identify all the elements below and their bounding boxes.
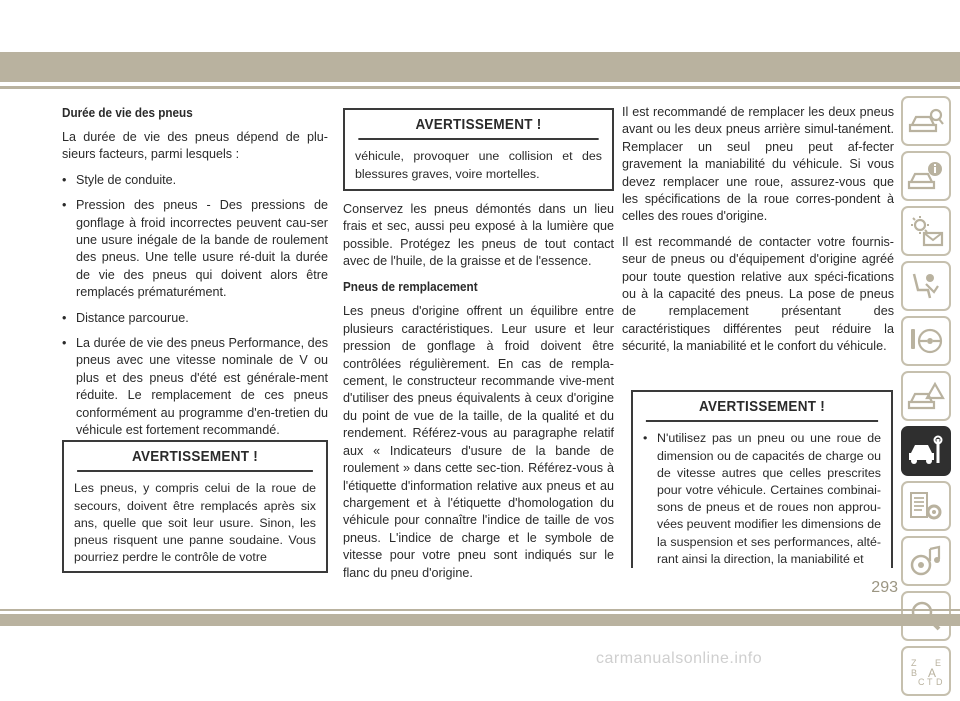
list-item: • N'utilisez pas un pneu ou une roue de dimension ou de capacités de charge ou de vitesse autres que celles prescrites pour votre véhicule. Certaines combinai-sons de pneus et de roues non approu-vées peuvent modifier les dimensions de la suspension et ses performances, alté-rant ainsi la direction, la maniabilité et — [643, 430, 881, 568]
page-number: 293 — [871, 579, 898, 596]
warning-box-continued — [343, 108, 614, 191]
tire-life-intro: La durée de vie des pneus dépend de plu-sieurs facteurs, parmi lesquels : — [62, 130, 328, 162]
list-item: • Style de conduite. — [62, 172, 328, 189]
svg-text:A: A — [928, 666, 937, 680]
header-band — [0, 52, 960, 82]
svg-text:B: B — [911, 668, 918, 678]
warning-light-message-icon[interactable] — [901, 206, 951, 256]
svg-text:E: E — [935, 658, 942, 668]
footer-rule — [0, 609, 960, 611]
svg-text:Z: Z — [911, 658, 917, 668]
watermark: carmanualsonline.info — [596, 650, 763, 667]
multimedia-icon[interactable] — [901, 536, 951, 586]
list-item: • Pression des pneus - Des pressions de gonflage à froid incorrectes peuvent cau-ser une usure inégale de la bande de roulement des pneus. Une telle usure ré-duit la durée de vie des pneus qui doivent alors être remplacés prématurément. — [62, 197, 328, 301]
specifications-gear-icon[interactable] — [901, 481, 951, 531]
column-2 — [343, 108, 614, 590]
tire-life-factor-list — [62, 172, 328, 440]
car-search-icon[interactable] — [901, 96, 951, 146]
car-hazard-icon[interactable] — [901, 371, 951, 421]
warning-text — [633, 422, 891, 574]
svg-text:D: D — [936, 677, 943, 687]
warning-text: Les pneus, y compris celui de la roue de secours, doivent être remplacés après six ans, quelle que soit leur usure. Sinon, les pneus risquent une panne soudaine. Vous pourriez perdre le contrôle de votre — [74, 481, 316, 565]
svg-text:T: T — [927, 677, 933, 687]
warning-title: AVERTISSEMENT ! — [77, 442, 313, 472]
list-item: • Distance parcourue. — [62, 310, 328, 327]
car-wrench-icon[interactable] — [901, 426, 951, 476]
footer-band — [0, 614, 960, 626]
contact-supplier-paragraph: Il est recommandé de contacter votre fournis-seur de pneus ou d'équipement d'origine agréé pour toute question relative aux spéci-fications ou à la capacité des pneus. La pose de pneus de remplacement présentant des caractéristiques différentes peut réduire la sécurité, la maniabilité et le confort du véhicule. — [622, 234, 894, 354]
list-item: • La durée de vie des pneus Performance, des pneus avec une vitesse nominale de V ou plus et des pneus d'été est générale-ment réduite. Le remplacement de ces pneus conformément au programme d'en-tretien du véhicule est fortement recommandé. — [62, 335, 328, 439]
column-3 — [622, 104, 894, 566]
warning-title: AVERTISSEMENT ! — [646, 392, 878, 422]
section-heading-tire-life: Durée de vie des pneus — [62, 105, 193, 120]
tire-storage-paragraph: Conservez les pneus démontés dans un lieu frais et sec, aussi peu exposé à la lumière que possible. Protégez les pneus de tout contact avec de l'huile, de la graisse et de l'essence. — [343, 201, 614, 269]
seat-airbag-icon[interactable] — [901, 261, 951, 311]
warning-box-tire-size — [631, 390, 893, 568]
replacement-tires-paragraph: Les pneus d'origine offrent un équilibre entre plusieurs caractéristiques. Leur usure et leur pression de gonflage à froid doivent être contrôlées régulièrement. En cas de rempla-cement, le constructeur recommande vive-ment d'utiliser des pneus équivalents à ceux d'origine du point de vue de la taille, de la qualité et du rendement. Référez-vous au paragraphe relatif aux « Indicateurs d'usure de la bande de roulement » dans cette sec-tion. Référez-vous à l'étiquette d'information relative aux pneus et au chargement et à l'étiquette d'homologation du véhicule pour connaître l'indice de taille de vos pneus. L'indice de charge et le symbole de vitesse pour votre pneu sont indiqués sur le flanc du pneu d'origine. — [343, 304, 614, 580]
warning-title: AVERTISSEMENT ! — [358, 110, 598, 140]
replace-pairs-paragraph: Il est recommandé de remplacer les deux pneus avant ou les deux pneus arrière simul-tanément. Remplacer un seul pneu peut af-fecter gravement la maniabilité du véhicule. Si vous devez remplacer une roue, assurez-vous que les spécifications de la roue corres-pondent à celles des roues d'origine. — [622, 105, 894, 224]
car-info-icon[interactable] — [901, 151, 951, 201]
language-index-icon[interactable] — [901, 646, 951, 696]
header-rule — [0, 86, 960, 89]
column-1 — [62, 104, 328, 565]
section-heading-replacement-tires: Pneus de remplacement — [343, 279, 478, 295]
key-steering-wheel-icon[interactable] — [901, 316, 951, 366]
svg-text:C: C — [918, 677, 925, 687]
warning-box-tire-age — [62, 440, 328, 573]
warning-text: véhicule, provoquer une collision et des blessures graves, voire mortelles. — [355, 149, 602, 181]
